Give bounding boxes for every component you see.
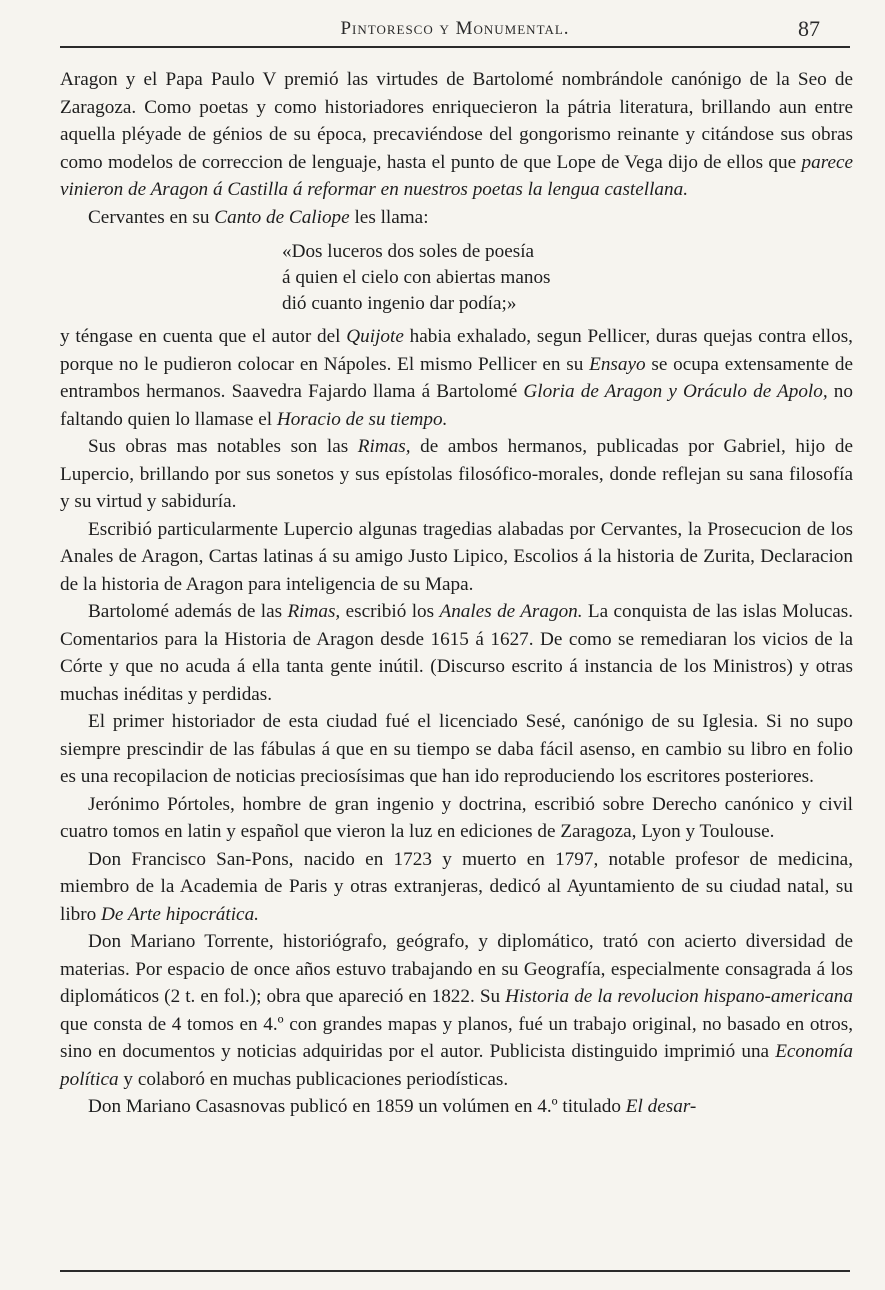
verse-line: dió cuanto ingenio dar podía;» — [282, 293, 517, 314]
paragraph-6: Bartolomé además de las Rimas, escribió los Anales de Aragon. La conquista de las islas Molucas. Comentarios para la Historia de Aragon desde 1615 á 1627. De como se remediaran los vicios de la Córte y que no acuda á ella tanta gente inútil. (Discurso escrito á instancia de los Ministros) y otras muchas inéditas y perdidas. — [60, 601, 853, 705]
paragraph-11: Don Mariano Casasnovas publicó en 1859 un volúmen en 4.º titulado El desar- — [88, 1096, 697, 1117]
verse-quote — [282, 239, 853, 317]
paragraph-2: Cervantes en su Canto de Caliope les llama: — [88, 206, 429, 228]
page-header — [60, 14, 850, 44]
paragraph-5: Escribió particularmente Lupercio algunas tragedias alabadas por Cervantes, la Prosecucion de los Anales de Aragon, Cartas latinas á su amigo Justo Lipico, Escolios á la historia de Zurita, Declaracion de la historia de Aragon para inteligencia de su Mapa. — [60, 518, 853, 595]
paragraph-4: Sus obras mas notables son las Rimas, de ambos hermanos, publicadas por Gabriel, hijo de Lupercio, brillando por sus sonetos y sus epístolas filosófico-morales, donde reflejan su sana filosofía y su virtud y sabiduría. — [60, 436, 853, 512]
footer-rule — [60, 1270, 850, 1272]
verse-line: «Dos luceros dos soles de poesía — [282, 241, 535, 262]
work-title: De Arte hipocrática. — [101, 903, 259, 925]
paragraph-7: El primer historiador de esta ciudad fué el licenciado Sesé, canónigo de su Iglesia. Si no supo siempre prescindir de las fábulas á que en su tiempo se daba fácil asenso, en cambio su libro en folio es una recopilacion de noticias preciosísimas que han ido reproduciendo los escritores posteriores. — [60, 711, 853, 787]
work-title: Canto de Caliope — [214, 206, 350, 228]
paragraph-8: Jerónimo Pórtoles, hombre de gran ingenio y doctrina, escribió sobre Derecho canónico y civil cuatro tomos en latin y español que vieron la luz en ediciones de Zaragoza, Lyon y Toulouse. — [60, 793, 853, 842]
paragraph-3: y téngase en cuenta que el autor del Quijote habia exhalado, segun Pellicer, duras quejas contra ellos, porque no le pudieron colocar en Nápoles. El mismo Pellicer en su Ensayo se ocupa extensamente de entrambos hermanos. Saavedra Fajardo llama á Bartolomé Gloria de Aragon y Oráculo de Apolo, no faltando quien lo llamase el Horacio de su tiempo. — [60, 326, 854, 430]
epithet: Gloria de Aragon y Oráculo de Apolo, — [523, 381, 828, 402]
work-title: Quijote — [346, 326, 404, 347]
page-number: 87 — [798, 16, 820, 41]
work-title: Anales de Aragon. — [439, 601, 583, 622]
work-title: Ensayo — [589, 353, 646, 375]
work-title: Rimas, — [357, 436, 411, 457]
body-text — [60, 66, 853, 1121]
work-title: Economía política — [60, 1041, 853, 1090]
paragraph-9: Don Francisco San-Pons, nacido en 1723 y muerto en 1797, notable profesor de medicina, miembro de la Academia de Paris y otras extranjeras, dedicó al Ayuntamiento de su ciudad natal, su libro De Arte hipocrática. — [60, 848, 853, 925]
epithet: Horacio de su tiempo. — [276, 408, 448, 430]
work-title: Rimas, — [287, 601, 341, 622]
verse-line: á quien el cielo con abiertas manos — [282, 267, 551, 288]
running-title: Pintoresco y Monumental. — [340, 18, 570, 39]
header-rule — [60, 46, 850, 48]
lope-quote: parece vinieron de Aragon á Castilla á reformar en nuestros poetas la lengua castellana. — [60, 151, 853, 200]
paragraph-10: Don Mariano Torrente, historiógrafo, geógrafo, y diplomático, trató con acierto diversidad de materias. Por espacio de once años estuvo trabajando en su Geografía, especialmente consagrada á los diplomáticos (2 t. en fol.); obra que apareció en 1822. Su Historia de la revolucion hispano-americana que consta de 4 tomos en 4.º con grandes mapas y planos, fué un trabajo original, no basado en otros, sino en documentos y noticias adquiridas por el autor. Publicista distinguido imprimió una Economía política y colaboró en muchas publicaciones periodísticas. — [60, 931, 853, 1090]
work-title: Historia de la revolucion hispano-americana — [505, 986, 853, 1007]
paragraph-1: Aragon y el Papa Paulo V premió las virtudes de Bartolomé nombrándole canónigo de la Seo de Zaragoza. Como poetas y como historiadores enriquecieron la pátria literatura, brillando aun entre aquella pléyade de génios de su época, precaviéndose del gongorismo reinante y citándose sus obras como modelos de correccion de lenguaje, hasta el punto de que Lope de Vega dijo de ellos que parece vinieron de Aragon á Castilla á reformar en nuestros poetas la lengua castellana. — [60, 69, 853, 200]
work-title: El desar- — [625, 1096, 697, 1117]
